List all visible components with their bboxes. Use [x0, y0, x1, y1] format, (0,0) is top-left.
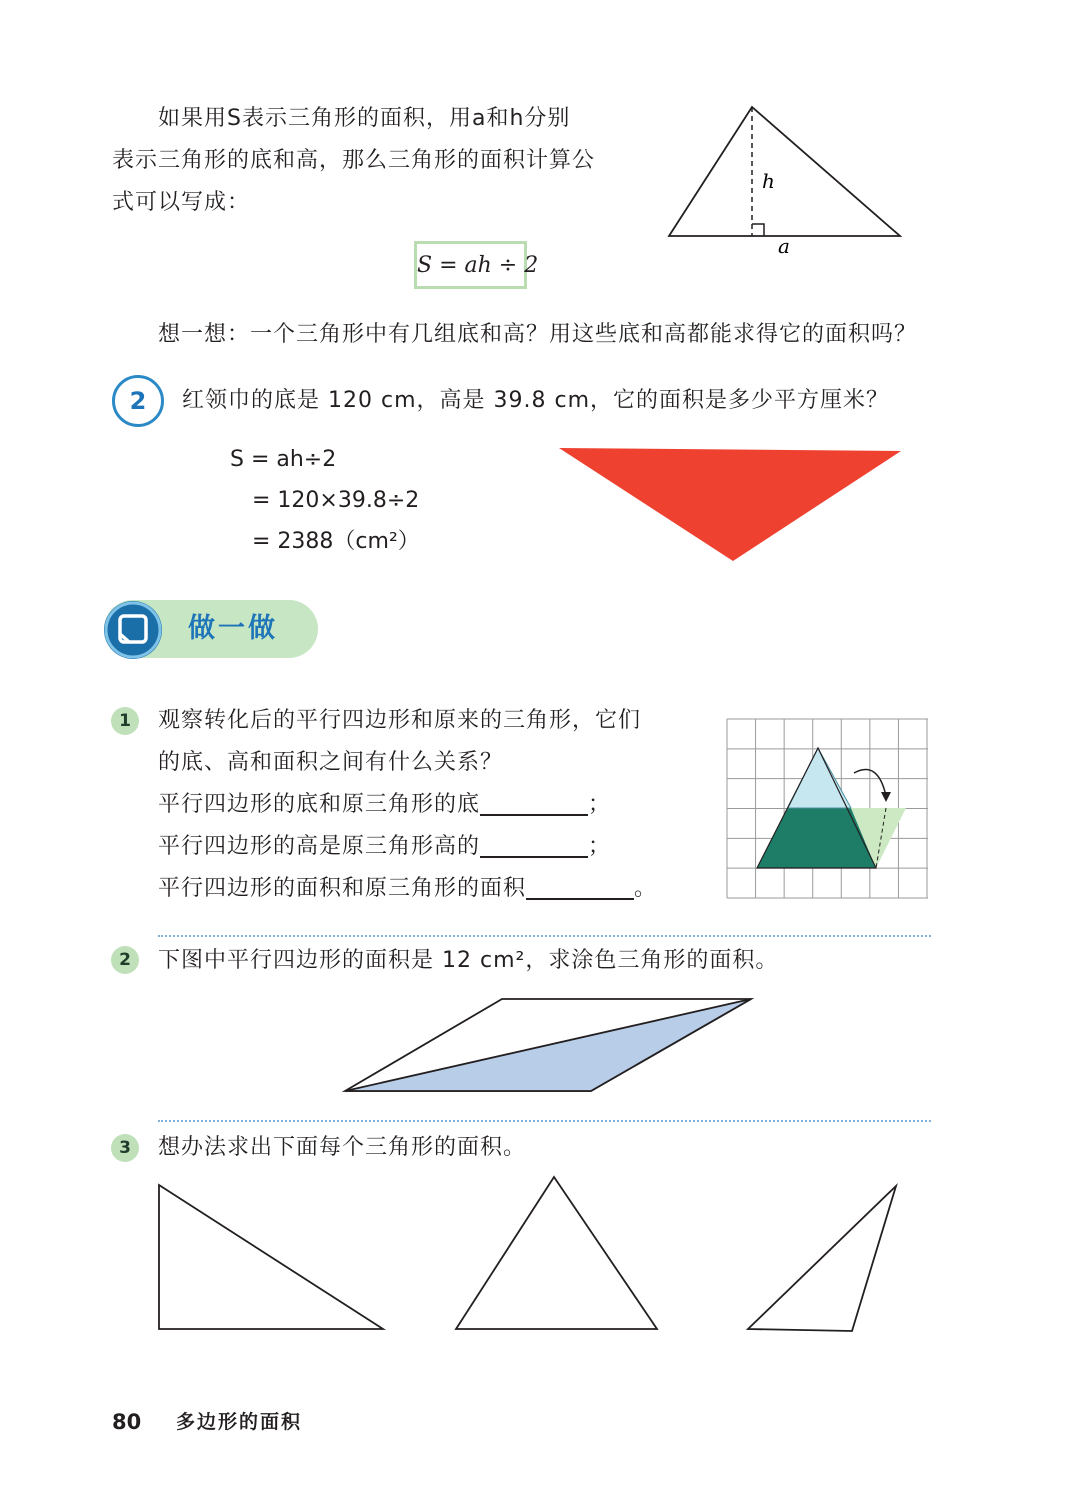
exercise-1-badge: 1 [111, 707, 139, 735]
base-label: a [778, 234, 790, 258]
calc-line-2: = 120×39.8÷2 [252, 488, 420, 513]
answer-blank-3[interactable] [526, 878, 634, 900]
obtuse-triangle [748, 1186, 896, 1331]
intro-line-3: 式可以写成： [112, 190, 251, 215]
exercise-1-line-3-end: ； [588, 792, 612, 817]
chapter-title: 多边形的面积 [176, 1411, 303, 1433]
triangle-height-diagram [660, 98, 910, 263]
exercise-1-line-5 [158, 868, 657, 910]
right-angle-mark [752, 224, 764, 236]
example-number-badge: 2 [112, 375, 164, 427]
intro-paragraph [112, 98, 595, 224]
shaded-triangle [345, 999, 751, 1091]
exercise-1-line-5-text: 平行四边形的面积和原三角形的面积 [158, 876, 527, 901]
exercise-1-line-4-end: ； [588, 834, 612, 859]
parallelogram-diagram [340, 994, 760, 1096]
answer-blank-1[interactable] [480, 794, 588, 816]
formula-box: S = ah ÷ 2 [414, 241, 527, 289]
answer-blank-2[interactable] [480, 836, 588, 858]
right-triangle [159, 1185, 383, 1329]
exercise-1-line-4 [158, 826, 657, 868]
acute-triangle [456, 1177, 657, 1329]
exercise-1-line-4-text: 平行四边形的高是原三角形高的 [158, 834, 481, 859]
height-label: h [762, 169, 775, 193]
exercise-1-line-2: 的底、高和面积之间有什么关系？ [158, 750, 504, 775]
dotted-divider [158, 935, 931, 937]
triangle-outline [669, 107, 900, 236]
exercise-1-line-1: 观察转化后的平行四边形和原来的三角形，它们 [158, 708, 642, 733]
arrow-head-icon [881, 792, 891, 802]
exercise-1-text [158, 700, 657, 910]
exercise-1-line-3 [158, 784, 657, 826]
red-scarf-illustration [555, 445, 907, 567]
intro-line-1: 如果用S表示三角形的面积，用a和h分别 [158, 106, 571, 131]
exercise-3-badge: 3 [111, 1134, 139, 1162]
practice-icon [104, 601, 162, 659]
example-question: 红领巾的底是 120 cm，高是 39.8 cm，它的面积是多少平方厘米？ [182, 388, 890, 413]
exercise-2-text: 下图中平行四边形的面积是 12 cm²，求涂色三角形的面积。 [158, 948, 779, 973]
red-scarf-triangle [559, 448, 901, 561]
three-triangles-diagram [150, 1170, 910, 1340]
think-question: 想一想：一个三角形中有几组底和高？用这些底和高都能求得它的面积吗？ [158, 322, 918, 347]
exercise-2-badge: 2 [111, 946, 139, 974]
exercise-1-line-3-text: 平行四边形的底和原三角形的底 [158, 792, 481, 817]
intro-line-2: 表示三角形的底和高，那么三角形的面积计算公 [112, 148, 596, 173]
calc-line-1: S = ah÷2 [230, 447, 337, 472]
section-title: 做一做 [188, 613, 278, 644]
exercise-3-text: 想办法求出下面每个三角形的面积。 [158, 1135, 527, 1160]
exercise-1-line-5-end: 。 [634, 876, 658, 901]
dotted-divider [158, 1120, 931, 1122]
grid-transformation-diagram [726, 718, 930, 900]
calc-line-3: = 2388（cm²） [252, 529, 420, 554]
page-number: 80 [112, 1410, 142, 1434]
